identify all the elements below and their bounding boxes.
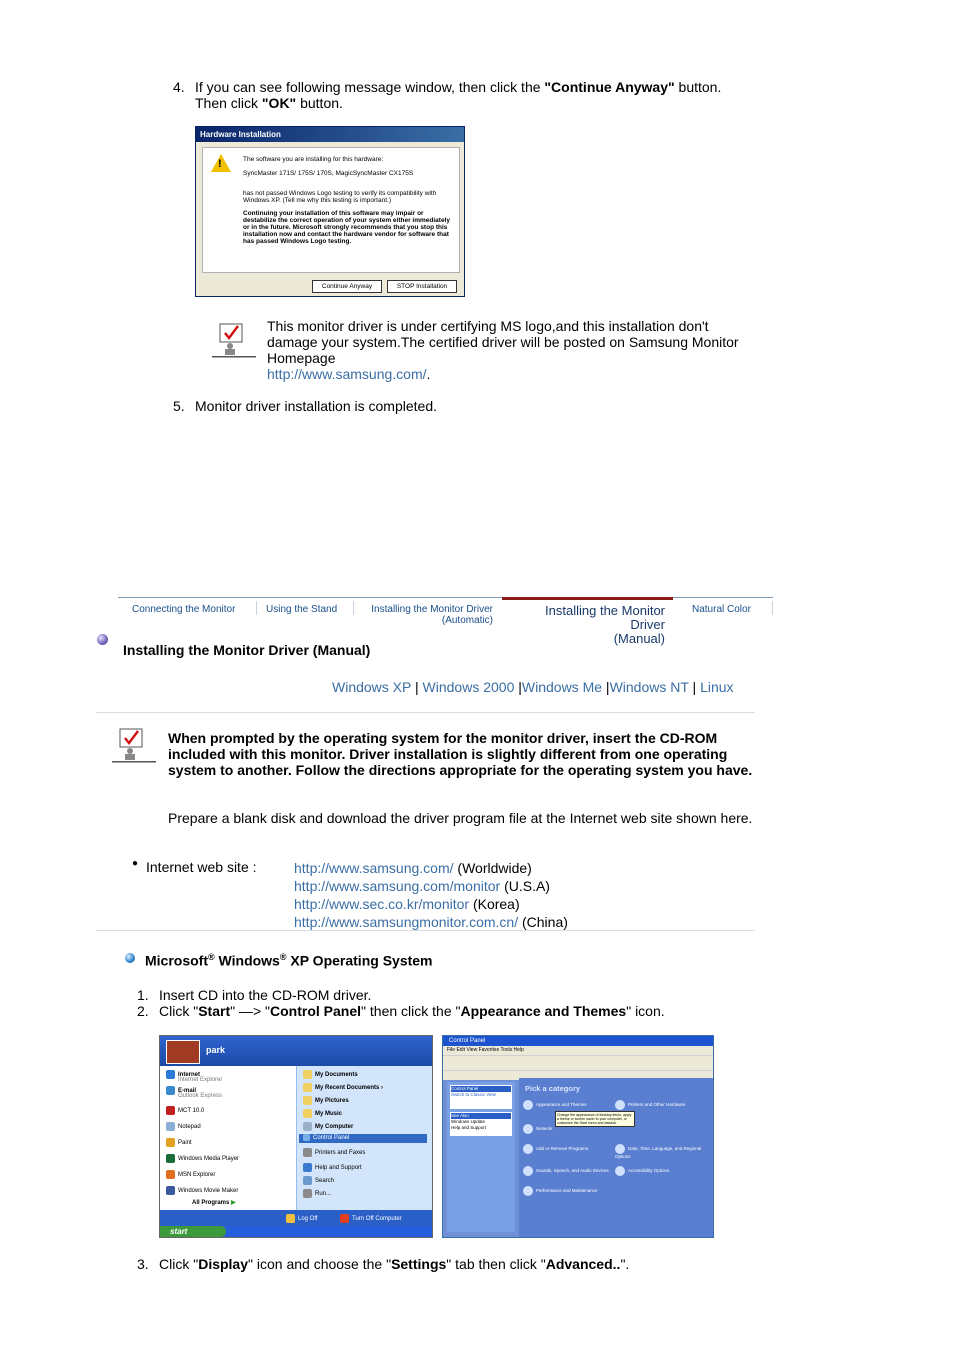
note-icon	[112, 727, 156, 766]
start-menu-header	[160, 1036, 432, 1066]
start-menu-screenshot	[159, 1035, 433, 1238]
tab-install-manual[interactable]: Installing the Monitor Driver (Manual)	[545, 603, 665, 646]
websites-label: Internet web site :	[146, 859, 257, 875]
all-programs-item[interactable]: All Programs ▶	[192, 1200, 236, 1206]
sidebar-box	[450, 1085, 512, 1109]
link-windows-nt[interactable]: Windows NT	[609, 679, 689, 695]
control-panel-screenshot	[442, 1035, 714, 1238]
websites-list	[294, 859, 568, 931]
stop-installation-button[interactable]: STOP Installation	[387, 280, 457, 293]
samsung-link-note1[interactable]: http://www.samsung.com/	[267, 366, 427, 382]
link-samsung-worldwide[interactable]: http://www.samsung.com/	[294, 860, 454, 876]
start-menu-left	[160, 1066, 296, 1210]
link-linux[interactable]: Linux	[700, 679, 734, 695]
menu-item[interactable]: My Documents	[303, 1070, 358, 1079]
list-item: http://www.samsung.com/ (Worldwide)	[294, 860, 532, 876]
menu-item[interactable]: E-mail	[166, 1086, 196, 1095]
os-links: Windows XP | Windows 2000 |Windows Me |Windows NT | Linux	[332, 679, 734, 695]
divider	[96, 712, 755, 713]
menu-item[interactable]: MSN Explorer	[166, 1170, 215, 1179]
control-panel-sidebar	[447, 1082, 515, 1232]
xp-heading: Microsoft® Windows® XP Operating System	[145, 952, 433, 969]
menu-item[interactable]: My Recent Documents ›	[303, 1083, 383, 1092]
continue-anyway-button[interactable]: Continue Anyway	[312, 280, 382, 293]
step2-text: Click "Start" —> "Control Panel" then click the "Appearance and Themes" icon.	[159, 1003, 665, 1019]
tab-install-automatic[interactable]: Installing the Monitor Driver (Automatic)	[371, 604, 493, 626]
log-off-button[interactable]: Log Off	[286, 1214, 318, 1223]
dialog-body	[202, 147, 460, 273]
list-item: http://www.sec.co.kr/monitor (Korea)	[294, 896, 520, 912]
link-samsung-korea[interactable]: http://www.sec.co.kr/monitor	[294, 896, 470, 912]
step5-text: Monitor driver installation is completed.	[195, 398, 437, 414]
turn-off-button[interactable]: Turn Off Computer	[340, 1214, 402, 1223]
tab-separator	[256, 601, 257, 615]
category-performance[interactable]: Performance and Maintenance	[523, 1186, 598, 1196]
note2-bold-text: When prompted by the operating system for the monitor driver, insert the CD-ROM included with this monitor. Driver installation is slightly different from one operating system to another. Follow the directions appropriate for the operating system you have.	[168, 730, 753, 778]
link-windows-xp[interactable]: Windows XP	[332, 679, 412, 695]
step4-number: 4.	[173, 79, 185, 95]
control-panel-item[interactable]: Control Panel	[299, 1134, 427, 1143]
list-bullet: ●	[132, 858, 139, 869]
step1-text: Insert CD into the CD-ROM driver.	[159, 987, 372, 1003]
list-item: http://www.samsung.com/monitor (U.S.A)	[294, 878, 550, 894]
category-sounds[interactable]: Sounds, Speech, and Audio Devices	[523, 1166, 609, 1176]
start-menu-right	[296, 1066, 433, 1210]
menu-subtext: Internet Explorer	[178, 1077, 223, 1083]
menu-item[interactable]: Run...	[303, 1189, 331, 1198]
dialog-line4: Continuing your installation of this software may impair or destabilize the correct operation of your system either immediately or in the future. Microsoft strongly recommends that you stop this installation now and contact the hardware vendor for software that has passed Windows Logo testing.	[243, 210, 450, 245]
category-printers[interactable]: Printers and Other Hardware	[615, 1100, 686, 1110]
menu-item[interactable]: Windows Movie Maker	[166, 1186, 238, 1195]
menu-item[interactable]: Notepad	[166, 1122, 201, 1131]
switch-classic-view-link[interactable]: Switch to Classic View	[451, 1092, 496, 1097]
category-date-time[interactable]: Date, Time, Language, and Regional Options	[615, 1144, 707, 1159]
user-name: park	[206, 1045, 226, 1055]
step2-number: 2.	[137, 1003, 149, 1019]
menu-item[interactable]: Search	[303, 1176, 334, 1185]
section-title: Installing the Monitor Driver (Manual)	[123, 642, 371, 658]
menu-item[interactable]: My Pictures	[303, 1096, 349, 1105]
note-icon	[212, 322, 256, 361]
tab-natural-color[interactable]: Natural Color	[692, 604, 751, 615]
section-bullet-icon	[97, 634, 108, 645]
sidebar-box	[450, 1112, 512, 1136]
link-windows-me[interactable]: Windows Me	[521, 679, 603, 695]
step5-number: 5.	[173, 398, 185, 414]
dialog-line1: The software you are installing for this hardware:	[243, 156, 384, 163]
step1-number: 1.	[137, 987, 149, 1003]
menu-item[interactable]: Windows Media Player	[166, 1154, 239, 1163]
menu-item[interactable]: Printers and Faxes	[303, 1148, 365, 1157]
menu-item[interactable]: My Music	[303, 1109, 342, 1118]
menu-item[interactable]: MCT 10.0	[166, 1106, 204, 1115]
tab-separator	[353, 601, 354, 615]
category-accessibility[interactable]: Accessibility Options	[615, 1166, 669, 1176]
control-panel-menubar: File Edit View Favorites Tools Help	[443, 1046, 713, 1055]
nav-line	[118, 597, 773, 598]
note2-plain-text: Prepare a blank disk and download the driver program file at the Internet web site shown here.	[168, 810, 753, 826]
dialog-line3: has not passed Windows Logo testing to verify its compatibility with Windows XP. (Tell me why this testing is important.)	[243, 190, 437, 204]
control-panel-toolbar	[443, 1055, 713, 1070]
tab-separator	[772, 601, 773, 615]
start-button[interactable]: start	[160, 1226, 226, 1237]
category-appearance[interactable]: Appearance and Themes	[523, 1100, 586, 1110]
menu-subtext: Outlook Express	[178, 1093, 223, 1099]
warning-icon: !	[211, 154, 231, 172]
control-panel-main	[519, 1078, 713, 1237]
menu-item[interactable]: My Computer	[303, 1122, 353, 1131]
category-network[interactable]: Network	[523, 1124, 553, 1134]
link-samsung-usa[interactable]: http://www.samsung.com/monitor	[294, 878, 501, 894]
dialog-line2: SyncMaster 171S/ 175S/ 170S, MagicSyncMaster CX175S	[243, 170, 414, 177]
tab-using-stand[interactable]: Using the Stand	[266, 604, 338, 615]
menu-item[interactable]: Help and Support	[303, 1163, 362, 1172]
sidebar-item[interactable]: Help and Support	[451, 1125, 487, 1130]
control-panel-title: Control Panel	[443, 1036, 713, 1046]
category-add-remove[interactable]: Add or Remove Programs	[523, 1144, 588, 1154]
step3-number: 3.	[137, 1256, 149, 1272]
user-picture	[166, 1040, 200, 1064]
start-menu-footer	[160, 1210, 432, 1226]
link-samsung-china[interactable]: http://www.samsungmonitor.com.cn/	[294, 914, 519, 930]
sidebar-title: Control Panel	[451, 1086, 511, 1092]
step4-text: If you can see following message window, then click the "Continue Anyway" button. Then click "OK" button.	[195, 79, 722, 111]
category-tooltip: Change the appearance of desktop items, apply a theme or screen saver to your computer, or customize the Start menu and taskbar.	[555, 1111, 635, 1127]
hardware-installation-dialog	[195, 126, 465, 297]
step3-text: Click "Display" icon and choose the "Settings" tab then click "Advanced..".	[159, 1256, 630, 1272]
menu-item[interactable]: Paint	[166, 1138, 192, 1147]
xp-bullet-icon	[125, 953, 135, 963]
pick-category-heading: Pick a category	[525, 1084, 581, 1093]
note1-text: This monitor driver is under certifying MS logo,and this installation don't damage your system.The certified driver will be posted on Samsung Monitor Homepage http://www.samsung.com/.	[267, 318, 739, 382]
sidebar-item[interactable]: Windows Update	[451, 1119, 486, 1124]
divider	[96, 930, 755, 931]
tab-connecting-monitor[interactable]: Connecting the Monitor	[132, 604, 236, 615]
link-windows-2000[interactable]: Windows 2000	[422, 679, 515, 695]
dialog-title: Hardware Installation	[196, 127, 464, 142]
sidebar-see-also: See Also	[451, 1113, 511, 1119]
list-item: http://www.samsungmonitor.com.cn/ (China)	[294, 914, 568, 930]
menu-item[interactable]: Internet	[166, 1070, 200, 1079]
